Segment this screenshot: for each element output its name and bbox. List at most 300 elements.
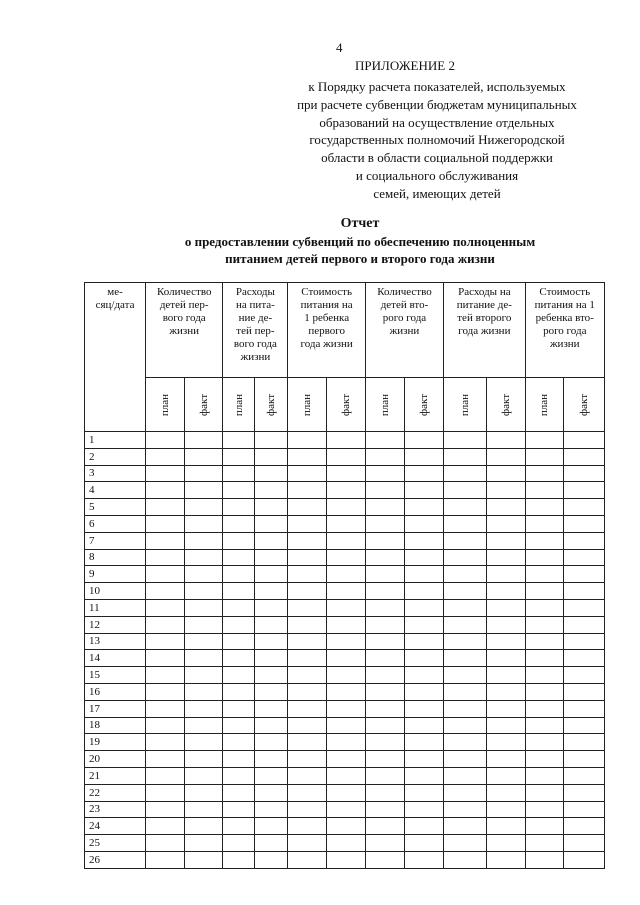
table-row bbox=[85, 616, 605, 633]
table-cell bbox=[254, 532, 288, 549]
table-row bbox=[85, 583, 605, 600]
table-cell bbox=[486, 801, 525, 818]
table-cell bbox=[254, 700, 288, 717]
table-cell bbox=[525, 700, 564, 717]
table-cell bbox=[444, 432, 487, 449]
table-cell bbox=[146, 717, 185, 734]
table-cell bbox=[184, 515, 223, 532]
table-cell bbox=[184, 448, 223, 465]
row-number: 20 bbox=[85, 751, 146, 768]
table-cell bbox=[184, 734, 223, 751]
table-cell bbox=[564, 616, 605, 633]
table-cell bbox=[365, 700, 405, 717]
table-cell bbox=[254, 482, 288, 499]
table-cell bbox=[365, 616, 405, 633]
table-cell bbox=[327, 667, 366, 684]
table-cell bbox=[486, 532, 525, 549]
table-cell bbox=[146, 515, 185, 532]
table-cell bbox=[223, 583, 255, 600]
table-cell bbox=[288, 767, 327, 784]
table-cell bbox=[444, 717, 487, 734]
table-cell bbox=[327, 751, 366, 768]
table-cell bbox=[184, 566, 223, 583]
table-cell bbox=[525, 566, 564, 583]
table-cell bbox=[525, 784, 564, 801]
table-cell bbox=[254, 432, 288, 449]
row-number: 25 bbox=[85, 835, 146, 852]
table-cell bbox=[288, 448, 327, 465]
table-cell bbox=[254, 549, 288, 566]
subheader-label: факт bbox=[339, 393, 352, 416]
plan-subheader bbox=[444, 378, 487, 432]
table-cell bbox=[564, 532, 605, 549]
table-cell bbox=[146, 650, 185, 667]
table-cell bbox=[365, 751, 405, 768]
table-cell bbox=[184, 751, 223, 768]
table-cell bbox=[365, 549, 405, 566]
table-cell bbox=[405, 667, 444, 684]
table-cell bbox=[444, 448, 487, 465]
table-cell bbox=[146, 482, 185, 499]
table-cell bbox=[564, 566, 605, 583]
appendix-line: и социального обслуживания bbox=[355, 167, 519, 183]
table-cell bbox=[486, 650, 525, 667]
report-subtitle-line: питанием детей первого и второго года жизни bbox=[225, 251, 495, 266]
table-cell bbox=[254, 801, 288, 818]
table-cell bbox=[146, 499, 185, 516]
table-row bbox=[85, 683, 605, 700]
table-cell bbox=[405, 851, 444, 868]
row-number: 24 bbox=[85, 818, 146, 835]
subheader-label: план bbox=[158, 393, 171, 416]
table-cell bbox=[564, 818, 605, 835]
row-number: 12 bbox=[85, 616, 146, 633]
table-cell bbox=[486, 818, 525, 835]
table-cell bbox=[405, 566, 444, 583]
table-cell bbox=[405, 700, 444, 717]
row-number: 26 bbox=[85, 851, 146, 868]
table-cell bbox=[564, 851, 605, 868]
group-header: Стоимость питания на 1 ребенка вто- рого года жизни bbox=[525, 283, 604, 378]
table-cell bbox=[146, 448, 185, 465]
table-cell bbox=[184, 801, 223, 818]
table-cell bbox=[146, 566, 185, 583]
table-cell bbox=[223, 465, 255, 482]
group-header: Количество детей вто- рого года жизни bbox=[365, 283, 443, 378]
fact-subheader bbox=[254, 378, 288, 432]
table-cell bbox=[223, 532, 255, 549]
table-cell bbox=[288, 432, 327, 449]
table-cell bbox=[525, 683, 564, 700]
table-cell bbox=[365, 683, 405, 700]
table-cell bbox=[327, 650, 366, 667]
subheader-label: план bbox=[538, 393, 551, 416]
table-cell bbox=[486, 549, 525, 566]
table-cell bbox=[486, 851, 525, 868]
fact-subheader bbox=[564, 378, 605, 432]
table-row bbox=[85, 717, 605, 734]
table-cell bbox=[365, 499, 405, 516]
table-cell bbox=[254, 650, 288, 667]
table-cell bbox=[405, 784, 444, 801]
table-cell bbox=[525, 583, 564, 600]
table-cell bbox=[365, 599, 405, 616]
table-cell bbox=[365, 717, 405, 734]
table-cell bbox=[405, 616, 444, 633]
table-cell bbox=[405, 767, 444, 784]
table-cell bbox=[525, 499, 564, 516]
table-cell bbox=[405, 432, 444, 449]
table-subheader-row bbox=[85, 378, 605, 432]
table-cell bbox=[405, 751, 444, 768]
row-number: 22 bbox=[85, 784, 146, 801]
table-cell bbox=[146, 683, 185, 700]
table-row bbox=[85, 700, 605, 717]
table-cell bbox=[327, 784, 366, 801]
subheader-label: план bbox=[301, 393, 314, 416]
group-header: Расходы на пита- ние де- тей пер- вого года жизни bbox=[223, 283, 288, 378]
table-cell bbox=[254, 835, 288, 852]
table-cell bbox=[184, 499, 223, 516]
table-cell bbox=[405, 818, 444, 835]
table-cell bbox=[223, 566, 255, 583]
table-row bbox=[85, 851, 605, 868]
table-cell bbox=[525, 667, 564, 684]
table-row bbox=[85, 566, 605, 583]
row-number: 3 bbox=[85, 465, 146, 482]
table-cell bbox=[288, 683, 327, 700]
table-cell bbox=[327, 835, 366, 852]
table-cell bbox=[444, 818, 487, 835]
row-number: 15 bbox=[85, 667, 146, 684]
table-cell bbox=[146, 734, 185, 751]
row-number: 18 bbox=[85, 717, 146, 734]
table-cell bbox=[486, 683, 525, 700]
table-cell bbox=[184, 767, 223, 784]
table-cell bbox=[184, 482, 223, 499]
table-cell bbox=[525, 482, 564, 499]
table-cell bbox=[444, 566, 487, 583]
table-cell bbox=[288, 801, 327, 818]
table-cell bbox=[444, 683, 487, 700]
table-cell bbox=[223, 717, 255, 734]
table-cell bbox=[288, 482, 327, 499]
table-cell bbox=[184, 683, 223, 700]
table-cell bbox=[405, 683, 444, 700]
table-cell bbox=[254, 818, 288, 835]
row-number: 5 bbox=[85, 499, 146, 516]
fact-subheader bbox=[405, 378, 444, 432]
table-cell bbox=[254, 599, 288, 616]
table-cell bbox=[223, 751, 255, 768]
table-cell bbox=[288, 835, 327, 852]
table-row bbox=[85, 650, 605, 667]
table-cell bbox=[327, 549, 366, 566]
table-cell bbox=[525, 549, 564, 566]
table-cell bbox=[254, 767, 288, 784]
table-cell bbox=[405, 633, 444, 650]
table-row bbox=[85, 482, 605, 499]
table-cell bbox=[146, 583, 185, 600]
table-cell bbox=[288, 465, 327, 482]
row-number: 17 bbox=[85, 700, 146, 717]
subheader-label: факт bbox=[197, 393, 210, 416]
table-cell bbox=[365, 851, 405, 868]
table-cell bbox=[444, 835, 487, 852]
table-row bbox=[85, 499, 605, 516]
plan-subheader bbox=[525, 378, 564, 432]
table-cell bbox=[444, 851, 487, 868]
table-cell bbox=[254, 515, 288, 532]
table-cell bbox=[365, 515, 405, 532]
table-row bbox=[85, 465, 605, 482]
row-number: 4 bbox=[85, 482, 146, 499]
table-cell bbox=[288, 851, 327, 868]
table-cell bbox=[184, 667, 223, 684]
table-cell bbox=[486, 583, 525, 600]
table-row bbox=[85, 835, 605, 852]
table-cell bbox=[444, 751, 487, 768]
table-cell bbox=[525, 616, 564, 633]
table-cell bbox=[365, 482, 405, 499]
row-number: 23 bbox=[85, 801, 146, 818]
table-cell bbox=[564, 448, 605, 465]
appendix-line: образований на осуществление отдельных bbox=[319, 114, 555, 130]
table-cell bbox=[486, 566, 525, 583]
group-header: Количество детей пер- вого года жизни bbox=[146, 283, 223, 378]
table-cell bbox=[365, 667, 405, 684]
plan-subheader bbox=[223, 378, 255, 432]
table-cell bbox=[184, 851, 223, 868]
table-cell bbox=[365, 532, 405, 549]
table-cell bbox=[288, 599, 327, 616]
table-cell bbox=[254, 683, 288, 700]
table-cell bbox=[365, 465, 405, 482]
table-cell bbox=[288, 784, 327, 801]
table-cell bbox=[288, 532, 327, 549]
table-cell bbox=[146, 835, 185, 852]
subheader-label: план bbox=[232, 393, 245, 416]
table-cell bbox=[146, 818, 185, 835]
table-cell bbox=[223, 515, 255, 532]
table-cell bbox=[184, 599, 223, 616]
table-cell bbox=[223, 734, 255, 751]
row-number: 1 bbox=[85, 432, 146, 449]
table-cell bbox=[223, 616, 255, 633]
table-cell bbox=[327, 700, 366, 717]
report-subtitle-line: о предоставлении субвенций по обеспечению полноценным bbox=[184, 234, 536, 249]
table-cell bbox=[223, 499, 255, 516]
table-cell bbox=[146, 751, 185, 768]
table-row bbox=[85, 549, 605, 566]
table-cell bbox=[405, 650, 444, 667]
row-number: 10 bbox=[85, 583, 146, 600]
row-number: 21 bbox=[85, 767, 146, 784]
table-cell bbox=[223, 448, 255, 465]
table-cell bbox=[184, 650, 223, 667]
table-cell bbox=[288, 583, 327, 600]
table-cell bbox=[564, 482, 605, 499]
fact-subheader bbox=[486, 378, 525, 432]
table-cell bbox=[254, 851, 288, 868]
table-cell bbox=[327, 532, 366, 549]
table-cell bbox=[288, 650, 327, 667]
table-row bbox=[85, 801, 605, 818]
table-cell bbox=[444, 734, 487, 751]
table-cell bbox=[525, 734, 564, 751]
table-row bbox=[85, 784, 605, 801]
table-cell bbox=[444, 549, 487, 566]
appendix-line: области в области социальной поддержки bbox=[321, 150, 553, 166]
table-cell bbox=[564, 835, 605, 852]
appendix-line: государственных полномочий Нижегородской bbox=[309, 132, 565, 148]
table-cell bbox=[444, 650, 487, 667]
table-cell bbox=[223, 818, 255, 835]
table-cell bbox=[288, 667, 327, 684]
plan-subheader bbox=[365, 378, 405, 432]
table-cell bbox=[365, 583, 405, 600]
table-cell bbox=[405, 532, 444, 549]
table-cell bbox=[184, 835, 223, 852]
table-cell bbox=[486, 515, 525, 532]
table-cell bbox=[146, 465, 185, 482]
table-cell bbox=[525, 801, 564, 818]
table-cell bbox=[184, 583, 223, 600]
table-cell bbox=[184, 633, 223, 650]
table-cell bbox=[486, 465, 525, 482]
appendix-line: при расчете субвенции бюджетам муниципальных bbox=[297, 96, 577, 112]
row-number: 14 bbox=[85, 650, 146, 667]
group-header: Расходы на питание де- тей второго года жизни bbox=[444, 283, 525, 378]
table-cell bbox=[223, 700, 255, 717]
table-cell bbox=[525, 465, 564, 482]
table-cell bbox=[365, 734, 405, 751]
table-cell bbox=[525, 650, 564, 667]
table-cell bbox=[444, 515, 487, 532]
table-cell bbox=[486, 667, 525, 684]
table-row bbox=[85, 767, 605, 784]
table-cell bbox=[365, 835, 405, 852]
row-number: 11 bbox=[85, 599, 146, 616]
table-cell bbox=[146, 532, 185, 549]
table-cell bbox=[405, 448, 444, 465]
table-cell bbox=[525, 767, 564, 784]
row-number: 8 bbox=[85, 549, 146, 566]
table-cell bbox=[564, 667, 605, 684]
table-cell bbox=[223, 683, 255, 700]
table-cell bbox=[327, 717, 366, 734]
table-cell bbox=[146, 801, 185, 818]
table-cell bbox=[486, 599, 525, 616]
table-cell bbox=[564, 583, 605, 600]
table-cell bbox=[327, 616, 366, 633]
table-cell bbox=[486, 499, 525, 516]
subheader-label: факт bbox=[265, 393, 278, 416]
row-number: 19 bbox=[85, 734, 146, 751]
table-cell bbox=[223, 667, 255, 684]
table-cell bbox=[486, 751, 525, 768]
table-cell bbox=[564, 700, 605, 717]
table-row bbox=[85, 448, 605, 465]
table-cell bbox=[564, 784, 605, 801]
table-cell bbox=[288, 616, 327, 633]
table-cell bbox=[405, 465, 444, 482]
table-cell bbox=[223, 633, 255, 650]
table-cell bbox=[486, 734, 525, 751]
table-cell bbox=[223, 482, 255, 499]
fact-subheader bbox=[327, 378, 366, 432]
table-cell bbox=[146, 633, 185, 650]
table-row bbox=[85, 734, 605, 751]
fact-subheader bbox=[184, 378, 223, 432]
table-cell bbox=[288, 566, 327, 583]
table-cell bbox=[146, 549, 185, 566]
table-cell bbox=[365, 650, 405, 667]
report-title: Отчет bbox=[340, 216, 380, 231]
table-cell bbox=[444, 801, 487, 818]
table-cell bbox=[288, 818, 327, 835]
table-cell bbox=[444, 784, 487, 801]
table-cell bbox=[444, 532, 487, 549]
table-cell bbox=[564, 432, 605, 449]
table-cell bbox=[525, 751, 564, 768]
table-cell bbox=[564, 499, 605, 516]
table-cell bbox=[254, 667, 288, 684]
appendix-text bbox=[262, 78, 612, 203]
table-cell bbox=[564, 465, 605, 482]
table-cell bbox=[254, 583, 288, 600]
table-cell bbox=[365, 566, 405, 583]
table-cell bbox=[365, 448, 405, 465]
table-cell bbox=[223, 851, 255, 868]
table-cell bbox=[146, 667, 185, 684]
table-cell bbox=[405, 499, 444, 516]
table-row bbox=[85, 751, 605, 768]
table-cell bbox=[525, 818, 564, 835]
table-row bbox=[85, 515, 605, 532]
table-cell bbox=[146, 851, 185, 868]
table-cell bbox=[254, 633, 288, 650]
table-cell bbox=[184, 616, 223, 633]
table-cell bbox=[486, 717, 525, 734]
table-cell bbox=[405, 717, 444, 734]
table-cell bbox=[564, 717, 605, 734]
table-cell bbox=[365, 432, 405, 449]
table-cell bbox=[327, 767, 366, 784]
table-cell bbox=[327, 482, 366, 499]
table-cell bbox=[327, 633, 366, 650]
table-cell bbox=[288, 499, 327, 516]
table-cell bbox=[327, 851, 366, 868]
table-cell bbox=[223, 599, 255, 616]
table-cell bbox=[444, 616, 487, 633]
table-cell bbox=[405, 549, 444, 566]
appendix-line: семей, имеющих детей bbox=[373, 185, 501, 201]
table-cell bbox=[327, 818, 366, 835]
subheader-label: план bbox=[379, 393, 392, 416]
table-cell bbox=[327, 499, 366, 516]
table-cell bbox=[184, 465, 223, 482]
table-cell bbox=[254, 465, 288, 482]
table-cell bbox=[327, 583, 366, 600]
table-cell bbox=[444, 599, 487, 616]
table-cell bbox=[288, 734, 327, 751]
table-cell bbox=[486, 700, 525, 717]
subheader-label: факт bbox=[499, 393, 512, 416]
table-row bbox=[85, 818, 605, 835]
table-cell bbox=[254, 717, 288, 734]
table-cell bbox=[564, 650, 605, 667]
